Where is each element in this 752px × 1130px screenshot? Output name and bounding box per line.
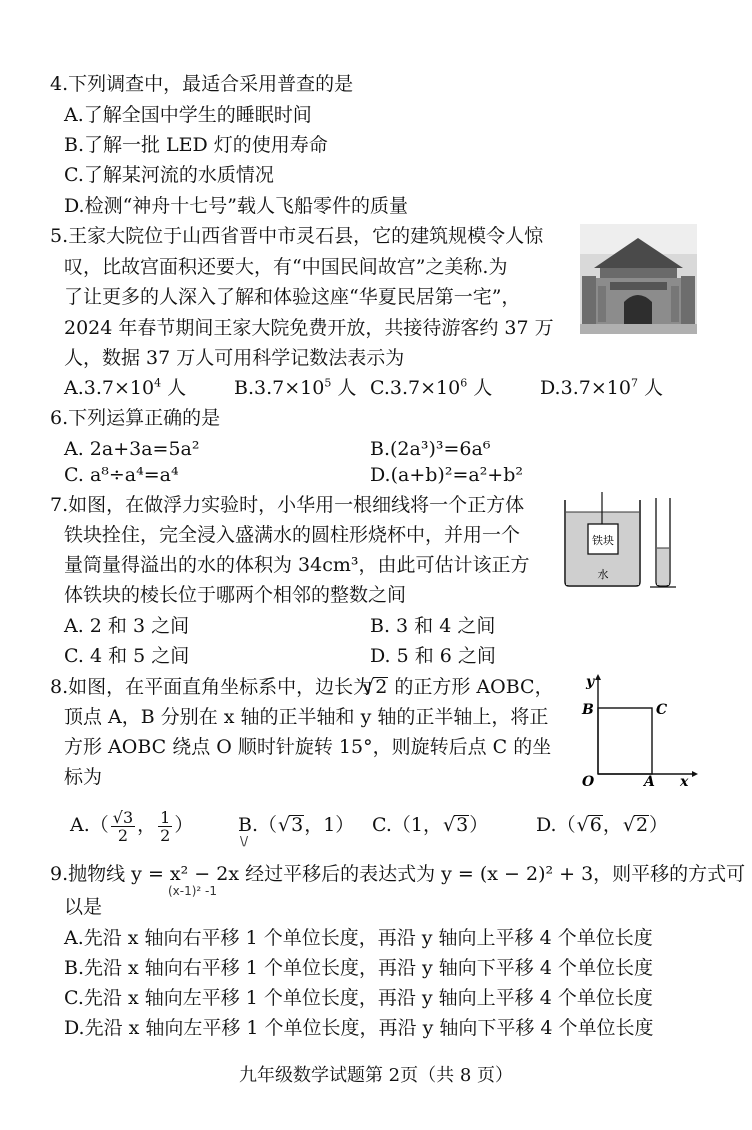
- q8-option-b: B.（√ 3，1）: [238, 812, 354, 838]
- q5-line-2: 叹，比故宫面积还要大，有“中国民间故宫”之美称.为: [64, 256, 508, 278]
- q9-option-d: D.先沿 x 轴向左平移 1 个单位长度，再沿 y 轴向下平移 4 个单位长度: [64, 1017, 654, 1039]
- q7-option-d: D. 5 和 6 之间: [370, 645, 496, 667]
- q7-option-b: B. 3 和 4 之间: [370, 615, 496, 637]
- q8-line-3: 方形 AOBC 绕点 O 顺时针旋转 15°，则旋转后点 C 的坐: [64, 736, 552, 758]
- q7-line-4: 体铁块的棱长位于哪两个相邻的整数之间: [64, 584, 407, 606]
- q5-option-a: $A.3.7\times 10^4$ 人: [64, 376, 187, 399]
- q8-option-d: D.（√ 6，√ 2）: [536, 812, 668, 838]
- axis-y-label: y: [586, 674, 595, 690]
- q5-option-d: $D.3.7\times 10^7$ 人: [540, 376, 663, 399]
- q5-line-4: 2024 年春节期间王家大院免费开放，共接待游客约 37 万: [64, 317, 554, 339]
- q6-option-a: A. 2a+3a=5a²: [64, 438, 200, 460]
- q9-option-a: A.先沿 x 轴向右平移 1 个单位长度，再沿 y 轴向上平移 4 个单位长度: [64, 927, 653, 949]
- q9-line-1: 9.抛物线 y = x² − 2x 经过平移后的表达式为 y = (x − 2)² + 3，则平移的方式可: [50, 863, 746, 885]
- q8-line-2: 顶点 A，B 分别在 x 轴的正半轴和 y 轴的正半轴上，将正: [64, 706, 549, 728]
- q5-option-c: $C.3.7\times 10^6$ 人: [370, 376, 493, 399]
- q4-option-d: D.检测“神舟十七号”载人飞船零件的质量: [64, 195, 409, 217]
- q4-option-b: B.了解一批 LED 灯的使用寿命: [64, 134, 328, 156]
- q9-option-b: B.先沿 x 轴向右平移 1 个单位长度，再沿 y 轴向下平移 4 个单位长度: [64, 957, 653, 979]
- q7-option-a: A. 2 和 3 之间: [64, 615, 190, 637]
- beaker-figure: [560, 490, 690, 590]
- q7-option-c: C. 4 和 5 之间: [64, 645, 190, 667]
- q7-line-2: 铁块拴住，完全浸入盛满水的圆柱形烧杯中，并用一个: [64, 524, 521, 546]
- q8-line-1: 8.如图，在平面直角坐标系中，边长为√ 2 的正方形 AOBC，: [50, 674, 554, 700]
- handwritten-check-mark: \/: [240, 834, 249, 848]
- point-a-label: A: [644, 774, 655, 790]
- q5-line-5: 人，数据 37 万人可用科学记数法表示为: [64, 347, 405, 369]
- q6-option-c: C. a⁸÷a⁴=a⁴: [64, 464, 179, 486]
- axis-x-label: x: [680, 774, 689, 790]
- coordinate-figure: [568, 672, 698, 790]
- water-label: 水: [597, 568, 609, 581]
- point-o-label: O: [582, 774, 595, 790]
- q4-stem: 4.下列调查中，最适合采用普查的是: [50, 73, 354, 95]
- q5-line-3: 了让更多的人深入了解和体验这座“华夏民居第一宅”，: [64, 286, 521, 308]
- q8-option-a: A.（ $\frac{√3}{2}$ ， $\frac{1}{2}$ ）: [70, 807, 194, 845]
- wang-compound-photo: [580, 224, 697, 334]
- q6-stem: 6.下列运算正确的是: [50, 407, 221, 429]
- handwritten-note: (x-1)² -1: [168, 884, 218, 898]
- block-label: 铁块: [592, 534, 614, 547]
- q7-line-1: 7.如图，在做浮力实验时，小华用一根细线将一个正方体: [50, 494, 525, 516]
- q6-option-b: B.(2a³)³=6a⁶: [370, 438, 491, 460]
- q8-option-c: C.（1，√ 3）: [372, 812, 488, 838]
- q6-option-d: D.(a+b)²=a²+b²: [370, 464, 524, 486]
- point-b-label: B: [582, 702, 594, 718]
- q8-line-4: 标为: [64, 766, 103, 788]
- q5-line-1: 5.王家大院位于山西省晋中市灵石县，它的建筑规模令人惊: [50, 225, 544, 247]
- q4-option-a: A.了解全国中学生的睡眠时间: [64, 104, 312, 126]
- q9-option-c: C.先沿 x 轴向左平移 1 个单位长度，再沿 y 轴向上平移 4 个单位长度: [64, 987, 653, 1009]
- q5-option-b: $B.3.7\times 10^5$ 人: [234, 376, 357, 399]
- q9-line-2: 以是: [64, 896, 103, 918]
- q4-option-c: C.了解某河流的水质情况: [64, 164, 274, 186]
- point-c-label: C: [656, 702, 668, 718]
- q7-line-3: 量筒量得溢出的水的体积为 34cm³，由此可估计该正方: [64, 554, 530, 576]
- page-footer: 九年级数学试题第 2页（共 8 页）: [238, 1065, 514, 1086]
